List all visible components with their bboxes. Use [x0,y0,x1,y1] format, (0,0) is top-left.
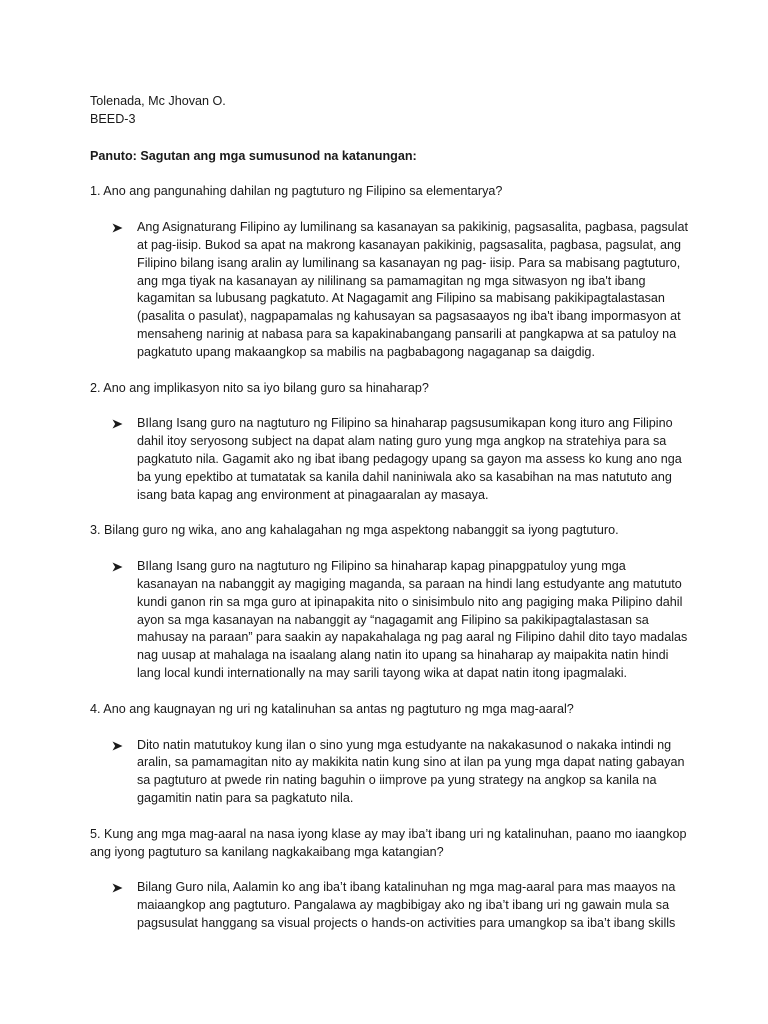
arrow-bullet-icon [112,737,126,755]
answer-5-text: Bilang Guro nila, Aalamin ko ang iba’t ibang katalinuhan ng mga mag-aaral para mas maayos na maiaangkop ang pagtuturo. Pangalawa ay magbibigay ako ng iba’t ibang uri ng gawain mula sa pagsusulat hanggang sa visual projects o hands-on activities para umangkop sa iba’t ibang skills [137,880,676,930]
answer-3-text: BIlang Isang guro na nagtuturo ng Filipino sa hinaharap kapag pinapgpatuloy yung mga kasanayan na nabanggit ay magiging maganda, sa paraan na hindi lang estudyante ang matututo kundi ganon rin sa mga guro at ipinapakita nito o sinisimbulo nito ang pagiging maka Pilipino dahil ayon sa mga kasanayan na nabanggit ay “nagagamit ang Filipino sa pakikipagtalastasan sa mahusay na paraan” para saakin ay napakahalaga ng pag aaral ng Filipino dahil dito tayo madalas nag uusap at mahalaga na isaalang alang natin ito upang sa hinaharap ay maipakita natin hindi lang local kundi internationally na may sarili tayong wika at dapat natin itong ipagmalaki. [137,559,688,680]
arrow-bullet-icon [112,879,126,897]
student-section: BEED-3 [90,111,136,126]
arrow-bullet-icon [112,558,126,576]
answer-4 [137,737,690,808]
document-page [90,93,690,933]
directive-heading: Panuto: Sagutan ang mga sumusunod na katanungan: [90,148,417,163]
question-1: 1. Ano ang pangunahing dahilan ng pagtuturo ng Filipino sa elementarya? [90,184,503,199]
question-2: 2. Ano ang implikasyon nito sa iyo bilang guro sa hinaharap? [90,380,429,395]
question-5: 5. Kung ang mga mag-aaral na nasa iyong klase ay may iba’t ibang uri ng katalinuhan, paano mo iaangkop ang iyong pagtuturo sa kanilang nagkakaibang mga katangian? [90,826,687,859]
answer-3 [137,558,690,683]
answer-1-text: Ang Asignaturang Filipino ay lumilinang sa kasanayan sa pakikinig, pagsasalita, pagbasa, pagsulat at pag-iisip. Bukod sa apat na makrong kasanayan pakikinig, pagsasalita, pagbasa, pagsulat, ang Filipino bilang isang aralin ay lumilinang sa kasanayan ng pag- iisip. Para sa mabisang pagtuturo, ang mga tiyak na kasanayan ay nililinang sa pamamagitan ng mga sitwasyon ng iba't ibang kagamitan sa lubusang pagkatuto. At Nagagamit ang Filipino sa mabisang pakikipagtalastasan (pasalita o pasulat), nagpapamalas ng kahusayan sa pagsasaayos ng iba't ibang impormasyon at mensaheng narinig at nabasa para sa kapakinabangang pansarili at pangkapwa at sa patuloy na pagkatuto upang makaangkop sa mabilis na pagbabagong nagaganap sa daigdig. [137,220,688,359]
answer-2 [137,415,690,504]
answer-2-text: BIlang Isang guro na nagtuturo ng Filipino sa hinaharap pagsusumikapan kong ituro ang Filipino dahil itoy seryosong subject na dapat alam nating guro yung mga angkop na stratehiya para sa pagkatuto nila. Gagamit ako ng ibat ibang pedagogy upang sa gayon ma assess ko kung ano nga ba yung epektibo at tumatatak sa kanila dahil naniniwala ako sa kasabihan na mas natututo ang isang bata kapag ang environment at pinagaaralan ay masaya. [137,416,682,502]
answer-5 [137,879,690,932]
arrow-bullet-icon [112,219,126,237]
arrow-bullet-icon [112,415,126,433]
answer-1 [137,219,690,361]
question-4: 4. Ano ang kaugnayan ng uri ng katalinuhan sa antas ng pagtuturo ng mga mag-aaral? [90,701,574,716]
answer-4-text: Dito natin matutukoy kung ilan o sino yung mga estudyante na nakakasunod o nakaka intindi ng aralin, sa pamamagitan nito ay makikita natin kung sino at ilan pa yung mga dapat nating gabayan sa pagtuturo at pwede rin nating baguhin o iimprove pa yung strategy na angkop sa kanila na gagamitin natin para sa pagkatuto nila. [137,737,685,805]
question-3: 3. Bilang guro ng wika, ano ang kahalagahan ng mga aspektong nabanggit sa iyong pagtuturo. [90,523,619,538]
student-name: Tolenada, Mc Jhovan O. [90,94,226,108]
